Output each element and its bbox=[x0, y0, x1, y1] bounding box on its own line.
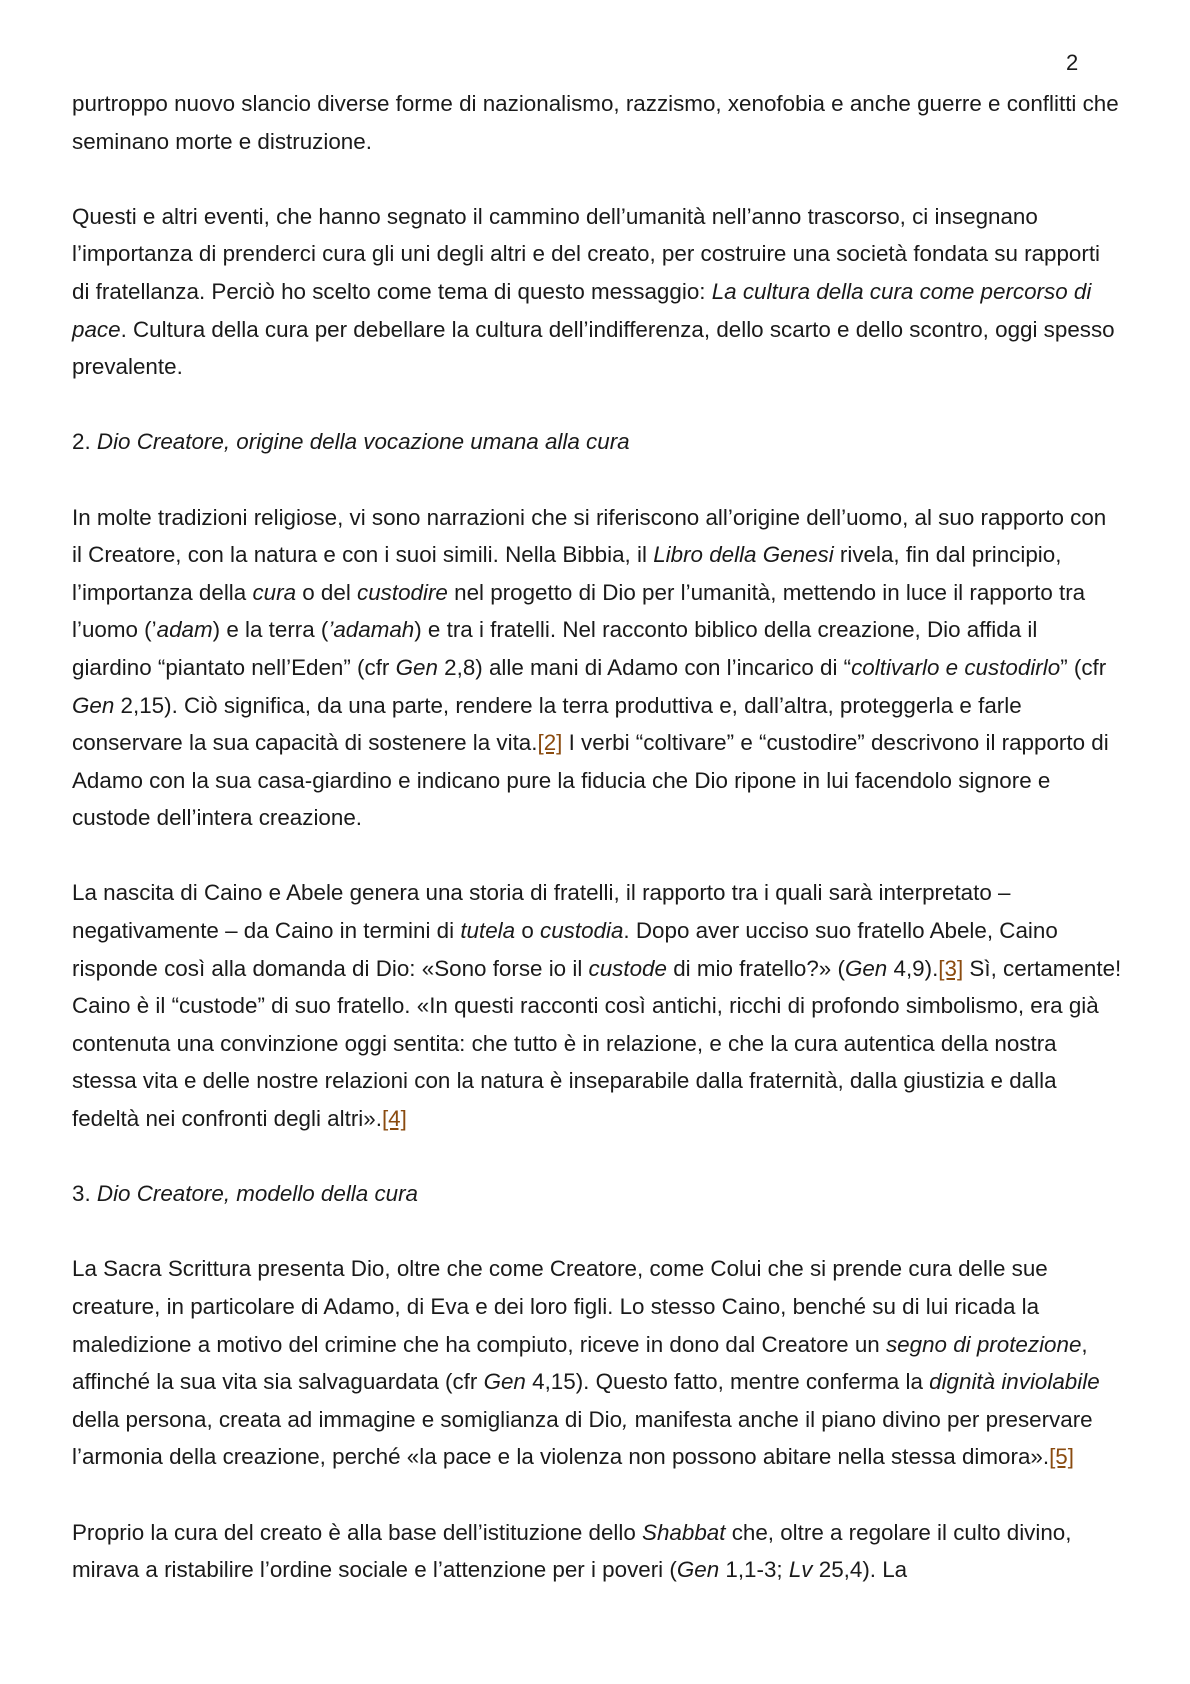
paragraph bbox=[72, 198, 1122, 386]
italic-text: custode bbox=[588, 955, 667, 981]
italic-text: custodire bbox=[357, 579, 448, 605]
italic-text: Gen bbox=[844, 955, 888, 981]
text-run: In molte tradizioni religiose, vi sono narrazioni che si riferiscono all’origine dell’uomo, al suo rapporto con il Creatore, con la natura e con i suoi simili. Nella Bibbia, il bbox=[72, 504, 1107, 568]
paragraph bbox=[72, 1250, 1122, 1476]
text-run: La Sacra Scrittura presenta Dio, oltre che come Creatore, come Colui che si prende cura delle sue creature, in particolare di Adamo, di Eva e dei loro figli. Lo stesso Caino, benché su di lui ricada la maledizione a motivo del crimine che ha compiuto, riceve in dono dal Creatore un bbox=[72, 1256, 1048, 1357]
text-run: ) e la terra ( bbox=[212, 617, 329, 643]
text-run: 1,1-3; bbox=[719, 1557, 789, 1583]
text-run: purtroppo nuovo slancio diverse forme di nazionalismo, razzismo, xenofobia e anche guerre e conflitti che seminano morte e distruzione. bbox=[72, 91, 1119, 154]
text-run: . Dopo aver ucciso suo fratello Abele, Caino risponde così alla domanda di Dio: «Sono forse io il bbox=[72, 918, 1058, 981]
paragraph bbox=[72, 1514, 1122, 1589]
text-run: 3. bbox=[72, 1181, 97, 1207]
paragraph bbox=[72, 499, 1122, 837]
italic-text: Gen bbox=[483, 1369, 526, 1395]
italic-text: cura bbox=[252, 579, 297, 605]
footnote-link[interactable]: [2] bbox=[537, 730, 563, 756]
italic-text: ’adamah bbox=[328, 617, 415, 643]
text-run: Questi e altri eventi, che hanno segnato il cammino dell’umanità nell’anno trascorso, ci insegnano l’importanza di prenderci cura gli uni degli altri e del creato, per costruire una società fondata su rapporti di fratellanza. Perciò ho scelto come tema di questo messaggio: bbox=[72, 203, 1101, 304]
italic-text: dignità inviolabile bbox=[929, 1369, 1100, 1395]
text-run: . Cultura della cura per debellare la cultura dell’indifferenza, dello scarto e dello scontro, oggi spesso prevalente. bbox=[72, 316, 1115, 380]
page-number: 2 bbox=[1066, 50, 1079, 75]
text-run: 4,9). bbox=[887, 955, 939, 981]
italic-text: coltivarlo e custodirlo bbox=[851, 654, 1061, 680]
italic-text: La cultura della cura come percorso di pace bbox=[72, 278, 1092, 342]
text-run: nel progetto di Dio per l’umanità, mettendo in luce il rapporto tra l’uomo (’ bbox=[72, 579, 1086, 643]
text-run: manifesta anche il piano divino per preservare l’armonia della creazione, perché «la pace e la violenza non possono abitare nella stessa dimora». bbox=[72, 1406, 1093, 1470]
italic-text: Dio Creatore, modello della cura bbox=[96, 1181, 418, 1207]
italic-text: Lv bbox=[788, 1557, 813, 1583]
italic-text: Dio Creatore, origine della vocazione umana alla cura bbox=[96, 429, 630, 455]
footnote-link[interactable]: [5] bbox=[1049, 1444, 1074, 1470]
text-run: , affinché la sua vita sia salvaguardata (cfr bbox=[72, 1331, 1088, 1395]
italic-text: Libro della Genesi bbox=[653, 542, 834, 568]
text-run: che, oltre a regolare il culto divino, mirava a ristabilire l’ordine sociale e l’attenzione per i poveri ( bbox=[72, 1519, 1072, 1583]
italic-text: , bbox=[622, 1406, 629, 1432]
section-heading bbox=[72, 423, 1122, 461]
text-run: ) e tra i fratelli. Nel racconto biblico della creazione, Dio affida il giardino “piantato nell’Eden” (cfr bbox=[72, 617, 1038, 680]
italic-text: tutela bbox=[460, 918, 516, 944]
text-run: La nascita di Caino e Abele genera una storia di fratelli, il rapporto tra i quali sarà interpretato – negativamente – da Caino in termini di bbox=[72, 880, 1011, 944]
footnote-link[interactable]: [3] bbox=[938, 955, 964, 981]
text-run: 4,15). Questo fatto, mentre conferma la bbox=[525, 1369, 930, 1395]
text-run: I verbi “coltivare” e “custodire” descrivono il rapporto di Adamo con la sua casa-giardino e indicano pure la fiducia che Dio ripone in lui facendolo signore e custode dell’intera creazione. bbox=[72, 730, 1109, 831]
text-run: Proprio la cura del creato è alla base dell’istituzione dello bbox=[72, 1519, 643, 1545]
text-run: della persona, creata ad immagine e somiglianza di Dio bbox=[72, 1406, 623, 1432]
italic-text: Gen bbox=[72, 692, 115, 718]
paragraph bbox=[72, 874, 1122, 1137]
text-run: 2,15). Ciò significa, da una parte, rendere la terra produttiva e, dall’altra, proteggerla e farle conservare la sua capacità di sostenere la vita. bbox=[72, 692, 1022, 756]
italic-text: Gen bbox=[395, 654, 438, 680]
footnote-link[interactable]: [4] bbox=[381, 1106, 407, 1132]
italic-text: Shabbat bbox=[642, 1519, 726, 1545]
text-run: 2,8) alle mani di Adamo con l’incarico di “ bbox=[437, 654, 852, 680]
text-run: o del bbox=[296, 579, 358, 605]
document-body bbox=[72, 85, 1122, 1589]
text-run: rivela, fin dal principio, l’importanza della bbox=[72, 542, 1062, 605]
text-run: 25,4). La bbox=[812, 1557, 908, 1583]
italic-text: Gen bbox=[676, 1557, 720, 1583]
italic-text: adam bbox=[156, 617, 213, 643]
text-run: Sì, certamente! Caino è il “custode” di suo fratello. «In questi racconti così antichi, ricchi di profondo simbolismo, era già contenuta una convinzione oggi sentita: che tutto è in relazione, e che la cura autentica della nostra stessa vita e delle nostre relazioni con la natura è inseparabile dalla fraternità, dalla giustizia e dalla fedeltà nei confronti degli altri». bbox=[72, 955, 1122, 1132]
text-run: di mio fratello?» ( bbox=[666, 955, 845, 981]
text-run: ” (cfr bbox=[1060, 654, 1107, 680]
section-heading bbox=[72, 1175, 1122, 1213]
italic-text: custodia bbox=[540, 918, 624, 944]
italic-text: segno di protezione bbox=[885, 1331, 1082, 1357]
text-run: o bbox=[515, 918, 541, 944]
text-run: 2. bbox=[72, 429, 97, 455]
paragraph bbox=[72, 85, 1122, 160]
